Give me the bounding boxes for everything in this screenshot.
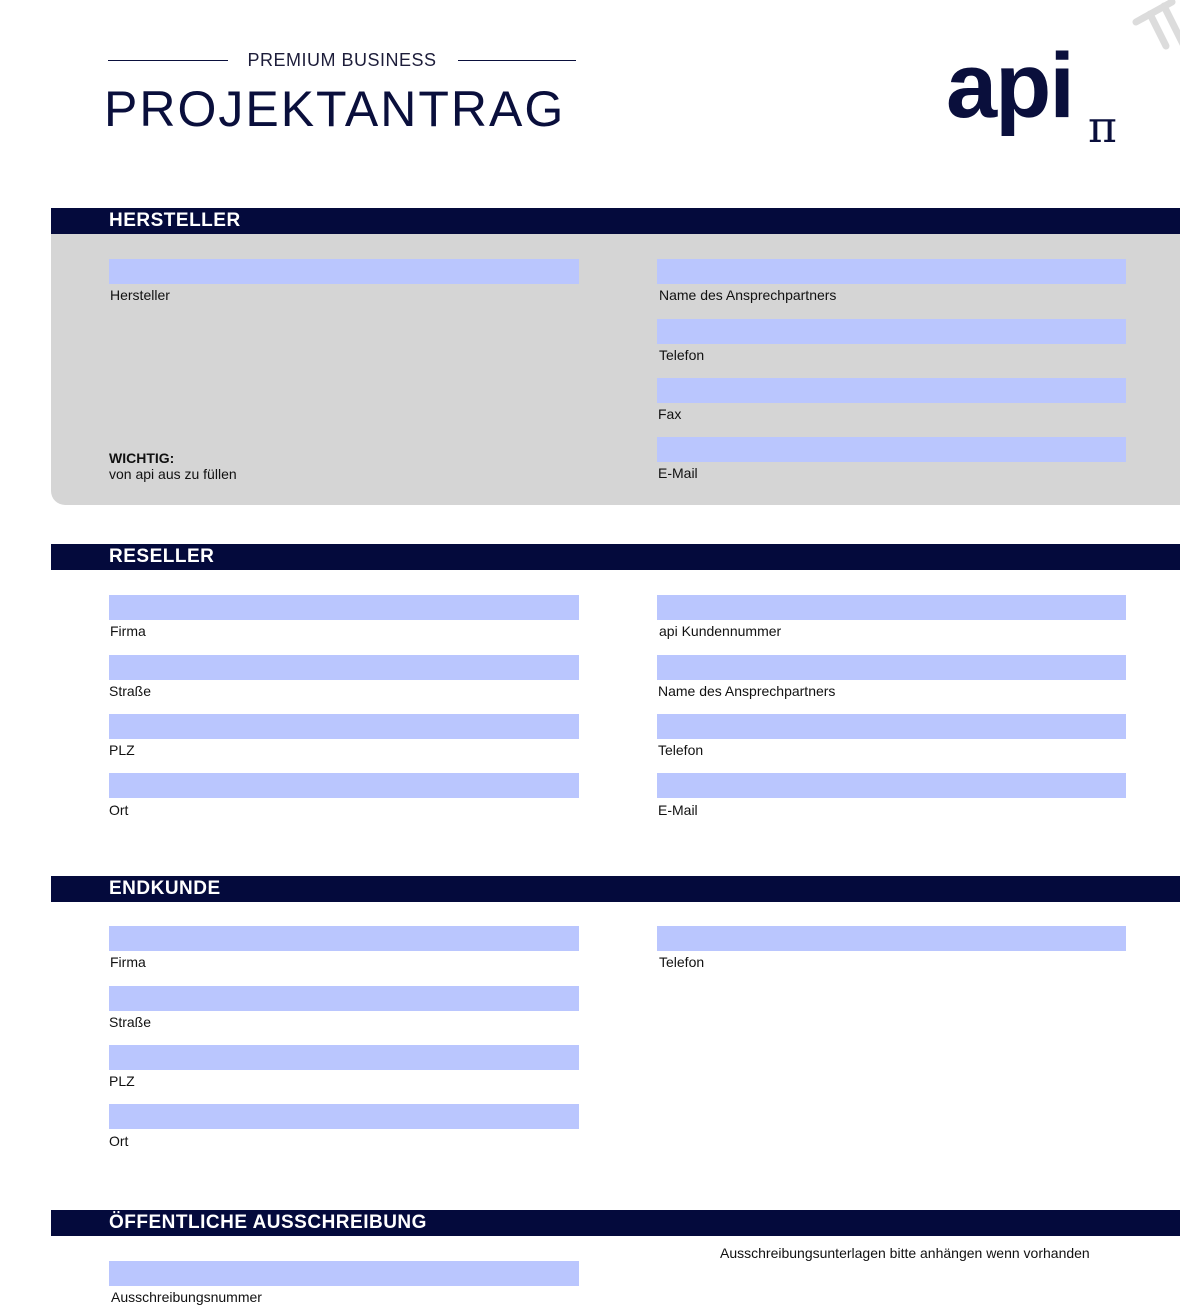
reseller-phone-input[interactable] — [657, 714, 1126, 739]
hersteller-label: Hersteller — [110, 287, 170, 303]
logo-pi-symbol: π — [1088, 102, 1117, 153]
endkunde-ort-input[interactable] — [109, 1104, 579, 1129]
reseller-firma-label: Firma — [110, 623, 146, 639]
reseller-street-label: Straße — [109, 683, 152, 699]
reseller-email-input[interactable] — [657, 773, 1126, 798]
reseller-customer-number-input[interactable] — [657, 595, 1126, 620]
reseller-plz-input[interactable] — [109, 714, 579, 739]
reseller-ort-label: Ort — [109, 802, 129, 818]
section-title-endkunde: ENDKUNDE — [109, 878, 221, 899]
section-bar-hersteller — [51, 208, 1180, 234]
section-bar-ausschreibung — [51, 1210, 1180, 1236]
section-title-hersteller: HERSTELLER — [109, 210, 241, 231]
endkunde-plz-input[interactable] — [109, 1045, 579, 1070]
endkunde-phone-label: Telefon — [659, 954, 705, 970]
important-note-heading: WICHTIG: — [109, 450, 175, 466]
reseller-email-label: E-Mail — [658, 802, 698, 818]
header-subtitle: PREMIUM BUSINESS — [108, 50, 576, 71]
hersteller-fax-label: Fax — [658, 406, 682, 422]
ausschreibungsnummer-input[interactable] — [109, 1261, 579, 1286]
reseller-customer-number-label: api Kundennummer — [659, 623, 782, 639]
hersteller-contact-label: Name des Ansprechpartners — [659, 287, 837, 303]
hersteller-email-label: E-Mail — [658, 465, 698, 481]
section-bar-reseller — [51, 544, 1180, 570]
endkunde-street-input[interactable] — [109, 986, 579, 1011]
reseller-phone-label: Telefon — [658, 742, 704, 758]
pi-watermark-icon — [1128, 0, 1180, 60]
section-bar-endkunde — [51, 876, 1180, 902]
logo-wordmark: api — [946, 35, 1073, 137]
hersteller-phone-label: Telefon — [659, 347, 705, 363]
endkunde-street-label: Straße — [109, 1014, 152, 1030]
api-logo — [940, 35, 1140, 170]
hersteller-fax-input[interactable] — [657, 378, 1126, 403]
endkunde-firma-label: Firma — [110, 954, 146, 970]
reseller-plz-label: PLZ — [109, 742, 135, 758]
page-title: PROJEKTANTRAG — [104, 81, 566, 137]
endkunde-plz-label: PLZ — [109, 1073, 135, 1089]
reseller-firma-input[interactable] — [109, 595, 579, 620]
reseller-street-input[interactable] — [109, 655, 579, 680]
reseller-contact-input[interactable] — [657, 655, 1126, 680]
ausschreibung-hint: Ausschreibungsunterlagen bitte anhängen wenn vorhanden — [720, 1245, 1090, 1261]
endkunde-phone-input[interactable] — [657, 926, 1126, 951]
hersteller-phone-input[interactable] — [657, 319, 1126, 344]
reseller-contact-label: Name des Ansprechpartners — [658, 683, 836, 699]
hersteller-email-input[interactable] — [657, 437, 1126, 462]
endkunde-firma-input[interactable] — [109, 926, 579, 951]
reseller-ort-input[interactable] — [109, 773, 579, 798]
section-title-ausschreibung: ÖFFENTLICHE AUSSCHREIBUNG — [109, 1212, 427, 1233]
hersteller-input[interactable] — [109, 259, 579, 284]
endkunde-ort-label: Ort — [109, 1133, 129, 1149]
ausschreibungsnummer-label: Ausschreibungsnummer — [111, 1289, 262, 1305]
hersteller-contact-input[interactable] — [657, 259, 1126, 284]
important-note-text: von api aus zu füllen — [109, 466, 237, 482]
section-title-reseller: RESELLER — [109, 546, 215, 567]
